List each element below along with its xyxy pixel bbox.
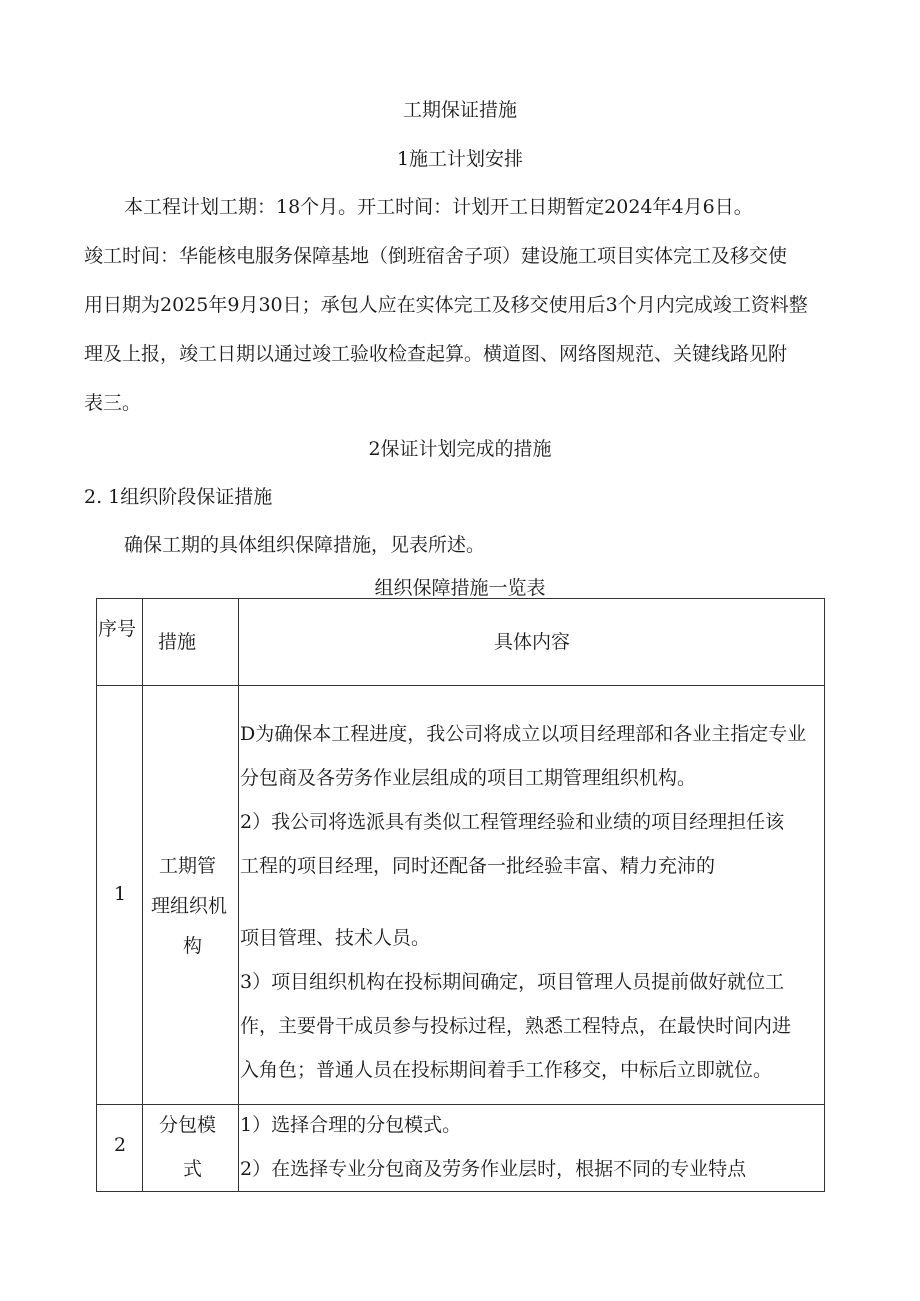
- content-line: 作，主要骨干成员参与投标过程，熟悉工程特点，在最快时间内进: [240, 1015, 792, 1037]
- content-line: 2）我公司将选派具有类似工程管理经验和业绩的项目经理担任该: [240, 811, 785, 833]
- row-no: 1: [114, 883, 127, 905]
- header-cell-content: [239, 599, 825, 686]
- header-cell-measure: [143, 599, 239, 686]
- table-caption: 组织保障措施一览表: [374, 577, 546, 599]
- row-measure-cell: [143, 1105, 239, 1192]
- header-measure: 措施: [158, 631, 197, 653]
- measures-table: [96, 598, 825, 1192]
- row-measure-line: 构: [183, 935, 203, 957]
- content-line: 2）在选择专业分包商及劳务作业层时，根据不同的专业特点: [240, 1158, 747, 1180]
- row-content-cell: [239, 1105, 825, 1192]
- header-content: 具体内容: [493, 631, 570, 653]
- content-line: D为确保本工程进度，我公司将成立以项目经理部和各业主指定专业: [240, 723, 807, 745]
- content-line: 项目管理、技术人员。: [240, 927, 431, 949]
- row-no: 2: [114, 1134, 127, 1156]
- content-line: 分包商及各劳务作业层组成的项目工期管理组织机构。: [240, 767, 697, 789]
- paragraph-line: 本工程计划工期：18个月。开工时间：计划开工日期暂定2024年4月6日。: [124, 196, 753, 218]
- table-row: [97, 686, 825, 1105]
- table-row: [97, 1105, 825, 1192]
- row-no-cell: [97, 1105, 143, 1192]
- table-header-row: [97, 599, 825, 686]
- section2-heading: 2保证计划完成的措施: [368, 438, 552, 460]
- content-line: 3）项目组织机构在投标期间确定，项目管理人员提前做好就位工: [240, 971, 785, 993]
- row-measure-line: 分包模: [159, 1114, 217, 1136]
- content-line: 入角色；普通人员在投标期间着手工作移交，中标后立即就位。: [240, 1059, 773, 1081]
- paragraph-line: 竣工时间：华能核电服务保障基地（倒班宿舍子项）建设施工项目实体完工及移交使: [84, 245, 788, 267]
- paragraph-line: 理及上报，竣工日期以通过竣工验收检查起算。横道图、网络图规范、关键线路见附: [84, 343, 788, 365]
- subsection-heading: 2. 1组织阶段保证措施: [84, 486, 273, 508]
- row-measure-cell: [143, 686, 239, 1105]
- paragraph-line: 表三。: [84, 392, 142, 414]
- section1-heading: 1施工计划安排: [396, 148, 524, 170]
- row-no-cell: [97, 686, 143, 1105]
- row-content-cell: [239, 686, 825, 1105]
- content-line: 工程的项目经理，同时还配备一批经验丰富、精力充沛的: [240, 855, 716, 877]
- content-line: 1）选择合理的分包模式。: [240, 1114, 462, 1136]
- row-measure-line: 式: [183, 1158, 203, 1180]
- intro-text: 确保工期的具体组织保障措施，见表所述。: [124, 534, 486, 556]
- paragraph-line: 用日期为2025年9月30日；承包人应在实体完工及移交使用后3个月内完成竣工资料整: [84, 294, 808, 316]
- header-no: 序号: [98, 618, 137, 640]
- header-cell-no: [97, 599, 143, 686]
- page-title: 工期保证措施: [402, 99, 517, 121]
- row-measure-line: 工期管: [159, 855, 217, 877]
- row-measure-line: 理组织机: [151, 895, 228, 917]
